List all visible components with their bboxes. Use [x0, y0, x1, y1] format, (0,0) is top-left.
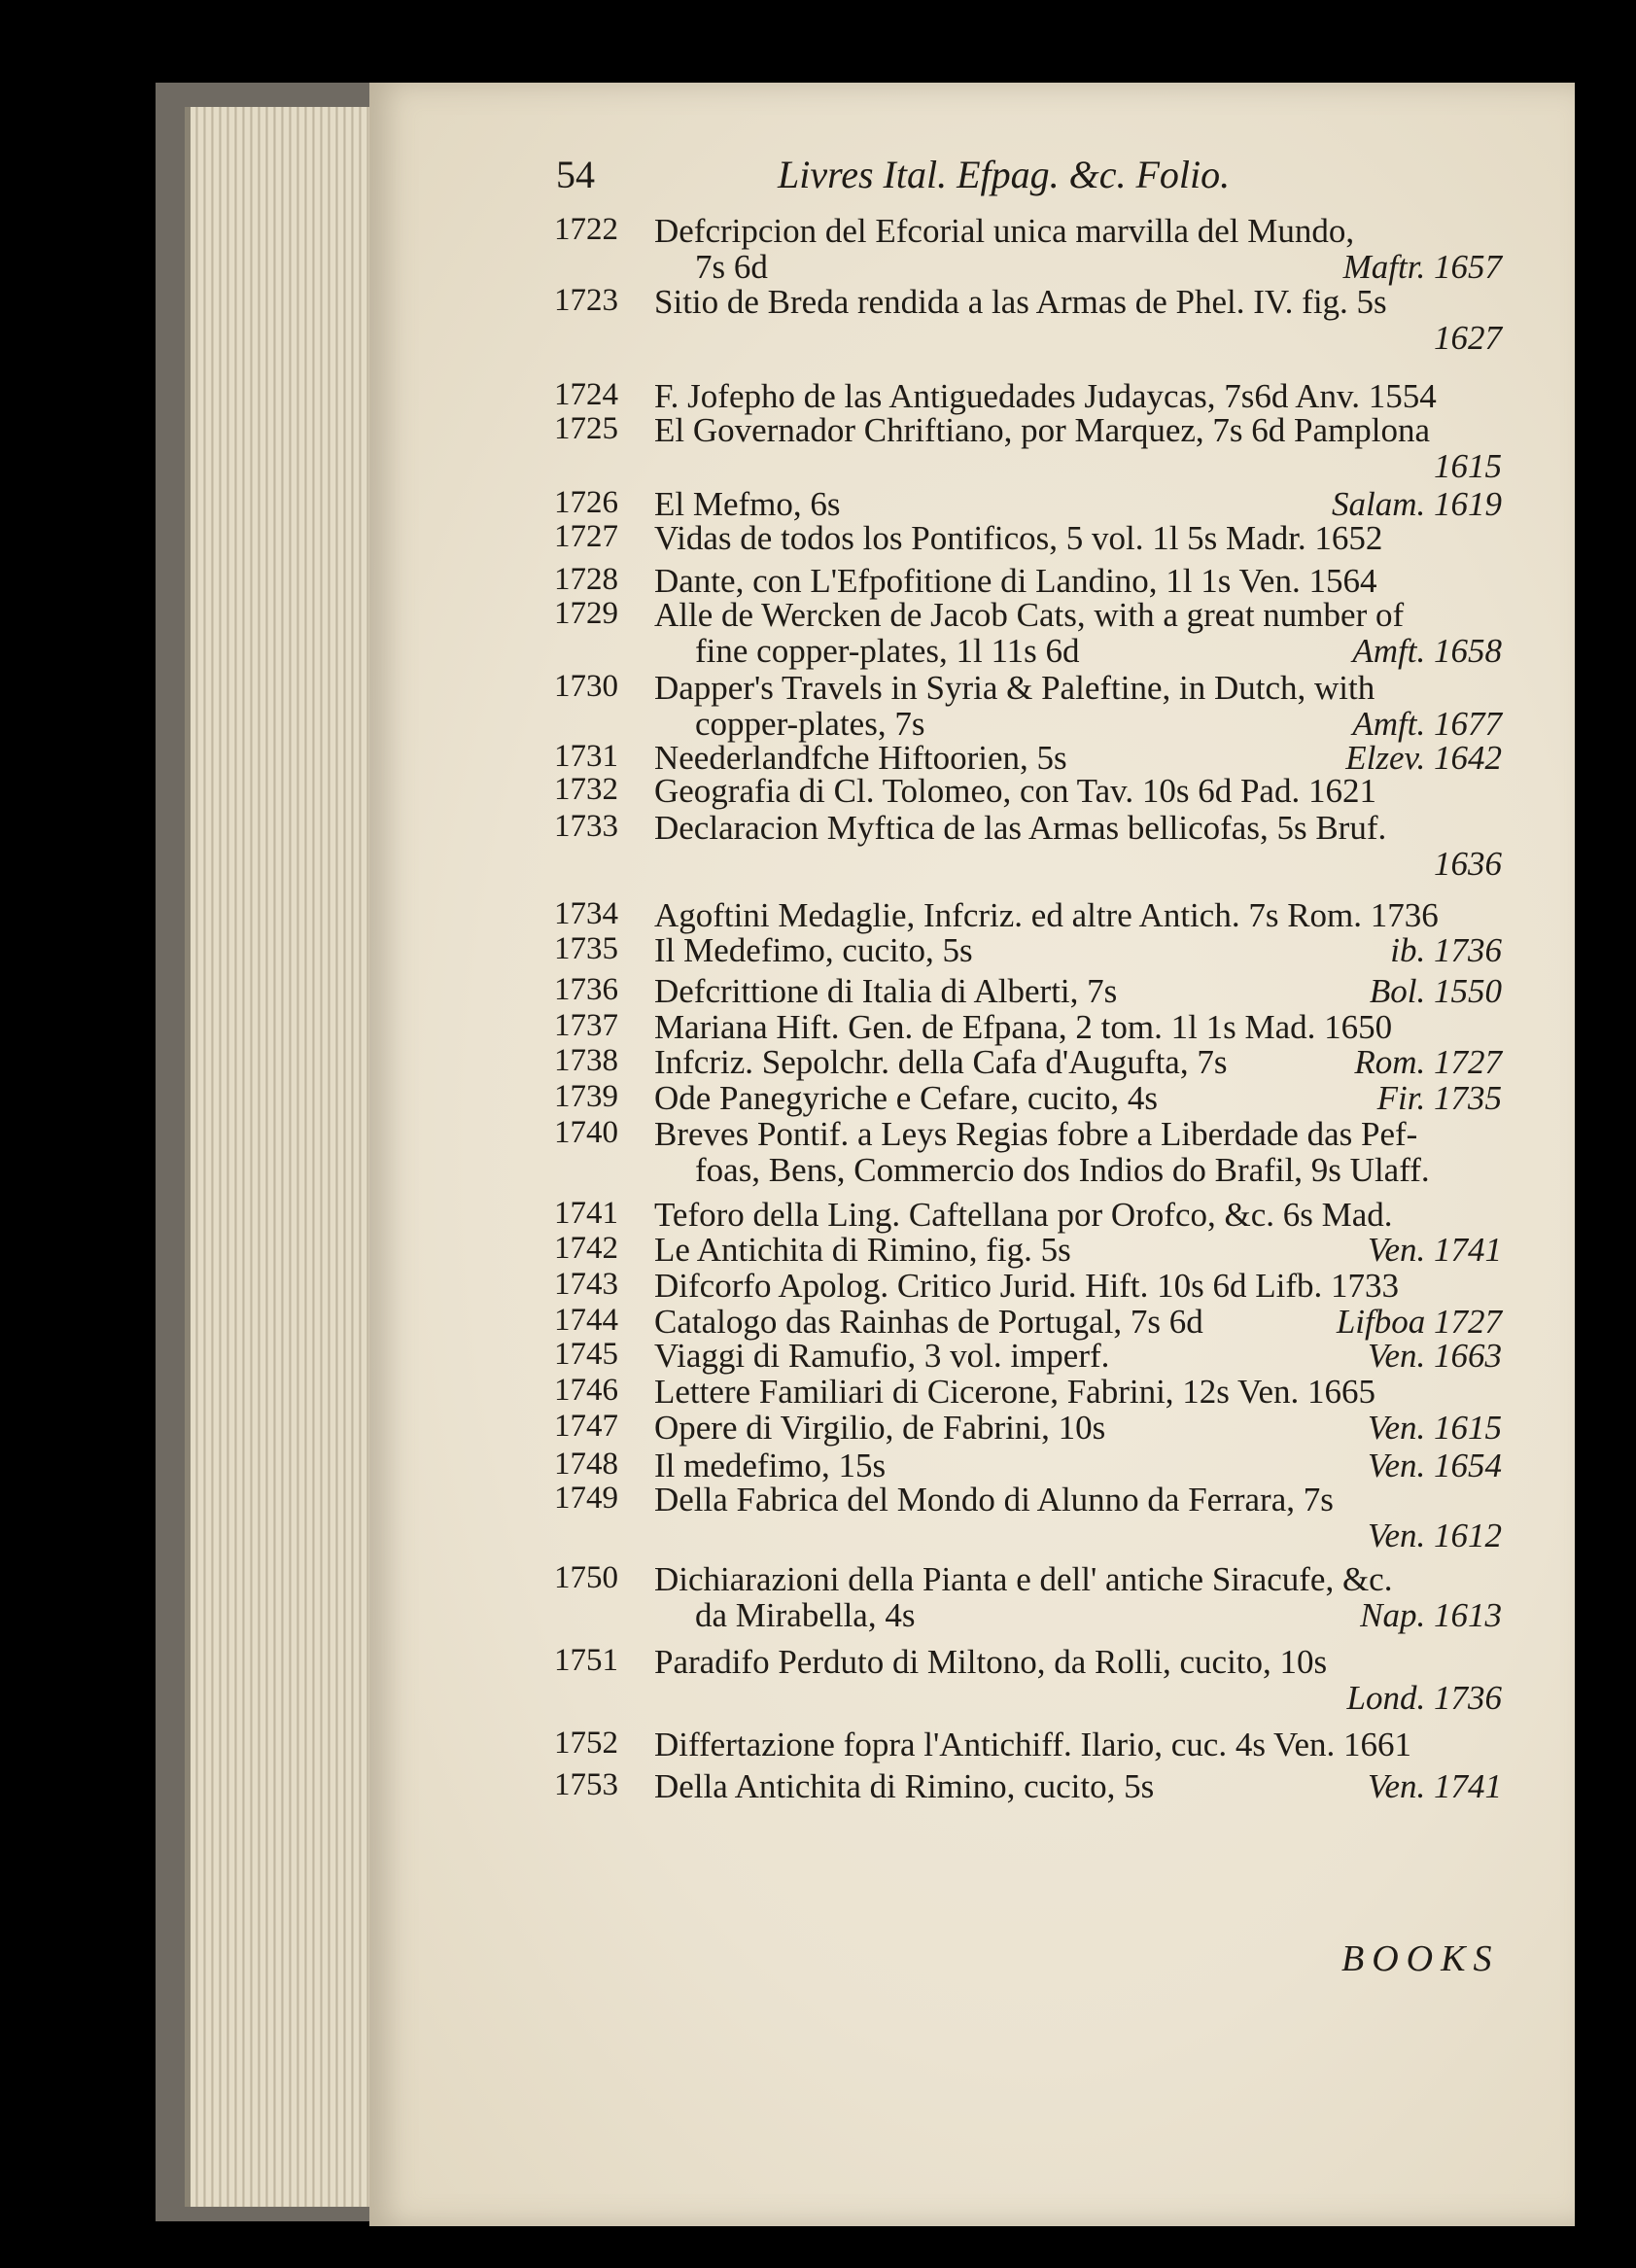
- entry-imprint: Ven. 1741: [1367, 1231, 1502, 1269]
- entry-title: Breves Pontif. a Leys Regias fobre a Liberdade das Pef-: [654, 1115, 1418, 1153]
- entry-imprint: Ven. 1663: [1367, 1337, 1502, 1375]
- entry-title: Catalogo das Rainhas de Portugal, 7s 6d: [654, 1303, 1203, 1341]
- entry-title: Sitio de Breda rendida a las Armas de Phel. IV. fig. 5s: [654, 283, 1387, 321]
- entry-number: 1741: [554, 1196, 618, 1231]
- entry-title: Lettere Familiari di Cicerone, Fabrini, 12s Ven. 1665: [654, 1373, 1375, 1411]
- entry-title: Dante, con L'Efpofitione di Landino, 1l 1s Ven. 1564: [654, 562, 1377, 600]
- entry-number: 1743: [554, 1267, 618, 1302]
- entry-continuation: copper-plates, 7s: [695, 705, 925, 743]
- entry-number: 1723: [554, 283, 618, 318]
- page-number: 54: [556, 153, 595, 196]
- entry-imprint: Maftr. 1657: [1342, 248, 1502, 286]
- entry-number: 1736: [554, 972, 618, 1007]
- entry-number: 1744: [554, 1303, 618, 1338]
- entry-title: Opere di Virgilio, de Fabrini, 10s: [654, 1409, 1106, 1447]
- entry-title: Difcorfo Apolog. Critico Jurid. Hift. 10s 6d Lifb. 1733: [654, 1267, 1400, 1305]
- entry-title: Il medefimo, 15s: [654, 1447, 887, 1484]
- entry-title: Neederlandfche Hiftoorien, 5s: [654, 739, 1067, 777]
- entry-continuation: fine copper-plates, 1l 11s 6d: [695, 632, 1080, 670]
- entry-number: 1753: [554, 1767, 618, 1802]
- entry-imprint: Ven. 1615: [1367, 1409, 1502, 1447]
- entry-title: Mariana Hift. Gen. de Efpana, 2 tom. 1l 1s Mad. 1650: [654, 1008, 1393, 1046]
- entry-imprint: Rom. 1727: [1354, 1043, 1502, 1081]
- entry-number: 1750: [554, 1560, 618, 1595]
- entry-number: 1722: [554, 212, 618, 247]
- entry-number: 1747: [554, 1409, 618, 1444]
- entry-number: 1725: [554, 411, 618, 446]
- entry-title: Della Fabrica del Mondo di Alunno da Ferrara, 7s: [654, 1481, 1334, 1518]
- entry-title: Le Antichita di Rimino, fig. 5s: [654, 1231, 1071, 1269]
- entry-title: Defcrittione di Italia di Alberti, 7s: [654, 972, 1118, 1010]
- entry-imprint: Amft. 1658: [1352, 632, 1502, 670]
- entry-title: Agoftini Medaglie, Infcriz. ed altre Antich. 7s Rom. 1736: [654, 896, 1439, 934]
- entry-imprint: Amft. 1677: [1352, 705, 1502, 743]
- entry-imprint: Ven. 1654: [1367, 1447, 1502, 1484]
- entry-number: 1745: [554, 1337, 618, 1372]
- entry-title: Dapper's Travels in Syria & Paleftine, in Dutch, with: [654, 669, 1375, 707]
- entry-title: Dichiarazioni della Pianta e dell' antiche Siracufe, &c.: [654, 1560, 1393, 1598]
- entry-title: Differtazione fopra l'Antichiff. Ilario, cuc. 4s Ven. 1661: [654, 1726, 1411, 1763]
- entry-imprint: ib. 1736: [1390, 931, 1502, 969]
- entry-title: Defcripcion del Efcorial unica marvilla del Mundo,: [654, 212, 1355, 250]
- entry-number: 1746: [554, 1373, 618, 1408]
- entry-continuation: da Mirabella, 4s: [695, 1596, 916, 1634]
- entry-number: 1749: [554, 1481, 618, 1516]
- entry-title: Vidas de todos los Pontificos, 5 vol. 1l 5s Madr. 1652: [654, 519, 1383, 557]
- entry-title: Infcriz. Sepolchr. della Cafa d'Augufta, 7s: [654, 1043, 1228, 1081]
- entry-title: Paradifo Perduto di Miltono, da Rolli, cucito, 10s: [654, 1643, 1328, 1681]
- entry-number: 1739: [554, 1079, 618, 1114]
- entry-imprint: Ven. 1741: [1367, 1767, 1502, 1805]
- entry-number: 1733: [554, 809, 618, 844]
- entry-number: 1730: [554, 669, 618, 704]
- page-edges: [185, 107, 395, 2207]
- entry-continuation: 7s 6d: [695, 248, 768, 286]
- entry-imprint: Fir. 1735: [1376, 1079, 1502, 1117]
- entry-number: 1740: [554, 1115, 618, 1150]
- catchword: BOOKS: [1341, 1938, 1500, 1979]
- entry-number: 1737: [554, 1008, 618, 1043]
- entry-title: El Governador Chriftiano, por Marquez, 7s 6d Pamplona: [654, 411, 1431, 449]
- entry-title: Teforo della Ling. Caftellana por Orofco, &c. 6s Mad.: [654, 1196, 1393, 1234]
- entry-imprint: Ven. 1612: [1367, 1517, 1502, 1554]
- entry-imprint: Lifboa 1727: [1336, 1303, 1502, 1341]
- entry-imprint: 1627: [1434, 319, 1502, 357]
- entry-number: 1728: [554, 562, 618, 597]
- entry-number: 1724: [554, 377, 618, 412]
- entry-imprint: Salam. 1619: [1332, 485, 1502, 523]
- entry-imprint: 1636: [1434, 845, 1502, 883]
- entry-number: 1734: [554, 896, 618, 931]
- entry-number: 1748: [554, 1447, 618, 1482]
- entry-imprint: Elzev. 1642: [1345, 739, 1502, 777]
- entry-number: 1727: [554, 519, 618, 554]
- entry-number: 1738: [554, 1043, 618, 1078]
- entry-number: 1735: [554, 931, 618, 966]
- entry-imprint: Nap. 1613: [1360, 1596, 1502, 1634]
- entry-title: Il Medefimo, cucito, 5s: [654, 931, 973, 969]
- entry-imprint: Lond. 1736: [1346, 1679, 1502, 1717]
- entry-title: Ode Panegyriche e Cefare, cucito, 4s: [654, 1079, 1158, 1117]
- entry-title: El Mefmo, 6s: [654, 485, 841, 523]
- entry-title: F. Jofepho de las Antiguedades Judaycas, 7s6d Anv. 1554: [654, 377, 1437, 415]
- entry-title: Geografia di Cl. Tolomeo, con Tav. 10s 6d Pad. 1621: [654, 772, 1376, 810]
- entry-title: Declaracion Myftica de las Armas bellicofas, 5s Bruf.: [654, 809, 1387, 847]
- entry-number: 1752: [554, 1726, 618, 1761]
- entry-number: 1729: [554, 596, 618, 631]
- entry-number: 1742: [554, 1231, 618, 1266]
- entry-imprint: Bol. 1550: [1369, 972, 1502, 1010]
- entry-number: 1732: [554, 772, 618, 807]
- entry-continuation: foas, Bens, Commercio dos Indios do Brafil, 9s Ulaff.: [695, 1151, 1430, 1189]
- entry-number: 1731: [554, 739, 618, 774]
- entry-imprint: 1615: [1434, 447, 1502, 485]
- entry-title: Viaggi di Ramufio, 3 vol. imperf.: [654, 1337, 1110, 1375]
- running-title: Livres Ital. Efpag. &c. Folio.: [778, 153, 1231, 196]
- entry-title: Della Antichita di Rimino, cucito, 5s: [654, 1767, 1155, 1805]
- entry-number: 1751: [554, 1643, 618, 1678]
- entry-title: Alle de Wercken de Jacob Cats, with a great number of: [654, 596, 1405, 634]
- entry-number: 1726: [554, 485, 618, 520]
